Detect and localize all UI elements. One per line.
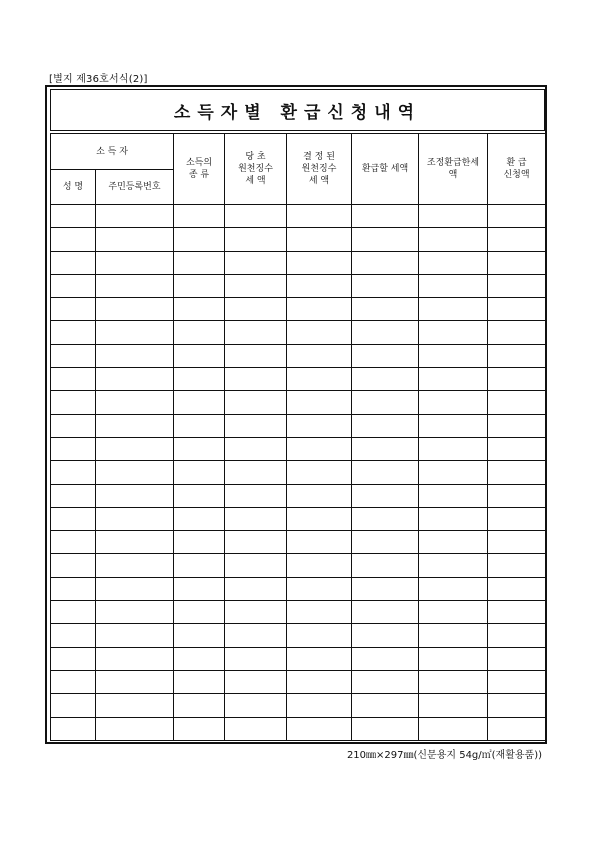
cell-refund-request[interactable] (488, 694, 546, 717)
cell-resident-number[interactable] (96, 274, 174, 297)
cell-resident-number[interactable] (96, 670, 174, 693)
cell-adjusted-refund[interactable] (419, 507, 488, 530)
cell-refund-request[interactable] (488, 461, 546, 484)
paper-spec-footer: 210㎜×297㎜(신문용지 54g/㎡(재활용품)) (346, 750, 542, 761)
form-number-label: [별지 제36호서식(2)] (49, 74, 148, 85)
cell-refund-tax[interactable] (352, 554, 419, 577)
cell-adjusted-refund[interactable] (419, 624, 488, 647)
cell-resident-number[interactable] (96, 601, 174, 624)
cell-determined-tax[interactable] (287, 344, 352, 367)
cell-income-type[interactable] (174, 717, 225, 740)
table-row (51, 437, 546, 460)
cell-refund-request[interactable] (488, 601, 546, 624)
cell-determined-tax[interactable] (287, 274, 352, 297)
cell-initial-tax[interactable] (225, 531, 287, 554)
cell-refund-tax[interactable] (352, 577, 419, 600)
cell-adjusted-refund[interactable] (419, 484, 488, 507)
cell-resident-number[interactable] (96, 251, 174, 274)
cell-name[interactable] (51, 414, 96, 437)
cell-determined-tax[interactable] (287, 368, 352, 391)
cell-refund-tax[interactable] (352, 647, 419, 670)
cell-determined-tax[interactable] (287, 437, 352, 460)
table-row (51, 321, 546, 344)
cell-determined-tax[interactable] (287, 647, 352, 670)
table-row (51, 694, 546, 717)
cell-initial-tax[interactable] (225, 391, 287, 414)
table-row (51, 461, 546, 484)
cell-name[interactable] (51, 694, 96, 717)
cell-determined-tax[interactable] (287, 414, 352, 437)
cell-name[interactable] (51, 577, 96, 600)
cell-refund-tax[interactable] (352, 461, 419, 484)
table-row (51, 391, 546, 414)
table-row (51, 414, 546, 437)
cell-income-type[interactable] (174, 670, 225, 693)
cell-adjusted-refund[interactable] (419, 461, 488, 484)
cell-adjusted-refund[interactable] (419, 298, 488, 321)
cell-refund-tax[interactable] (352, 344, 419, 367)
cell-name[interactable] (51, 368, 96, 391)
cell-name[interactable] (51, 601, 96, 624)
cell-refund-request[interactable] (488, 414, 546, 437)
cell-name[interactable] (51, 274, 96, 297)
cell-refund-tax[interactable] (352, 624, 419, 647)
cell-initial-tax[interactable] (225, 694, 287, 717)
cell-resident-number[interactable] (96, 437, 174, 460)
cell-resident-number[interactable] (96, 531, 174, 554)
cell-initial-tax[interactable] (225, 228, 287, 251)
cell-adjusted-refund[interactable] (419, 391, 488, 414)
cell-adjusted-refund[interactable] (419, 228, 488, 251)
cell-income-type[interactable] (174, 251, 225, 274)
cell-refund-request[interactable] (488, 531, 546, 554)
cell-initial-tax[interactable] (225, 554, 287, 577)
table-row (51, 251, 546, 274)
cell-adjusted-refund[interactable] (419, 251, 488, 274)
cell-refund-tax[interactable] (352, 368, 419, 391)
table-row (51, 507, 546, 530)
cell-initial-tax[interactable] (225, 670, 287, 693)
table-row (51, 368, 546, 391)
cell-refund-tax[interactable] (352, 507, 419, 530)
cell-refund-tax[interactable] (352, 437, 419, 460)
cell-name[interactable] (51, 554, 96, 577)
header-refund-request-amount: 환 급 신청액 (488, 134, 546, 205)
cell-refund-tax[interactable] (352, 228, 419, 251)
cell-adjusted-refund[interactable] (419, 321, 488, 344)
cell-resident-number[interactable] (96, 554, 174, 577)
cell-initial-tax[interactable] (225, 624, 287, 647)
cell-refund-tax[interactable] (352, 298, 419, 321)
cell-resident-number[interactable] (96, 484, 174, 507)
cell-adjusted-refund[interactable] (419, 274, 488, 297)
cell-income-type[interactable] (174, 484, 225, 507)
table-row (51, 205, 546, 228)
cell-income-type[interactable] (174, 228, 225, 251)
cell-resident-number[interactable] (96, 624, 174, 647)
cell-determined-tax[interactable] (287, 507, 352, 530)
cell-name[interactable] (51, 484, 96, 507)
cell-resident-number[interactable] (96, 414, 174, 437)
cell-initial-tax[interactable] (225, 577, 287, 600)
header-earner-group: 소 득 자 (51, 134, 174, 170)
table-row (51, 670, 546, 693)
cell-refund-tax[interactable] (352, 717, 419, 740)
table-row (51, 531, 546, 554)
cell-adjusted-refund[interactable] (419, 717, 488, 740)
cell-name[interactable] (51, 205, 96, 228)
cell-refund-tax[interactable] (352, 205, 419, 228)
cell-determined-tax[interactable] (287, 205, 352, 228)
cell-determined-tax[interactable] (287, 554, 352, 577)
table-row (51, 274, 546, 297)
cell-refund-tax[interactable] (352, 321, 419, 344)
cell-refund-tax[interactable] (352, 484, 419, 507)
cell-income-type[interactable] (174, 647, 225, 670)
cell-initial-tax[interactable] (225, 251, 287, 274)
cell-determined-tax[interactable] (287, 601, 352, 624)
cell-refund-request[interactable] (488, 251, 546, 274)
cell-income-type[interactable] (174, 344, 225, 367)
cell-determined-tax[interactable] (287, 624, 352, 647)
cell-income-type[interactable] (174, 274, 225, 297)
cell-resident-number[interactable] (96, 368, 174, 391)
cell-initial-tax[interactable] (225, 717, 287, 740)
cell-name[interactable] (51, 344, 96, 367)
cell-refund-tax[interactable] (352, 274, 419, 297)
cell-determined-tax[interactable] (287, 531, 352, 554)
cell-determined-tax[interactable] (287, 391, 352, 414)
cell-adjusted-refund[interactable] (419, 554, 488, 577)
cell-refund-request[interactable] (488, 507, 546, 530)
cell-refund-tax[interactable] (352, 391, 419, 414)
cell-adjusted-refund[interactable] (419, 577, 488, 600)
cell-resident-number[interactable] (96, 577, 174, 600)
table-row (51, 624, 546, 647)
cell-initial-tax[interactable] (225, 647, 287, 670)
cell-resident-number[interactable] (96, 507, 174, 530)
cell-resident-number[interactable] (96, 694, 174, 717)
cell-refund-request[interactable] (488, 344, 546, 367)
cell-initial-tax[interactable] (225, 484, 287, 507)
cell-adjusted-refund[interactable] (419, 601, 488, 624)
cell-income-type[interactable] (174, 554, 225, 577)
cell-income-type[interactable] (174, 298, 225, 321)
cell-determined-tax[interactable] (287, 484, 352, 507)
cell-initial-tax[interactable] (225, 437, 287, 460)
cell-income-type[interactable] (174, 368, 225, 391)
table-row (51, 601, 546, 624)
cell-refund-request[interactable] (488, 554, 546, 577)
cell-refund-request[interactable] (488, 717, 546, 740)
cell-determined-tax[interactable] (287, 577, 352, 600)
header-initial-withholding-tax: 당 초 원천징수 세 액 (225, 134, 287, 205)
cell-initial-tax[interactable] (225, 414, 287, 437)
cell-name[interactable] (51, 298, 96, 321)
cell-determined-tax[interactable] (287, 461, 352, 484)
cell-name[interactable] (51, 461, 96, 484)
cell-refund-tax[interactable] (352, 531, 419, 554)
cell-name[interactable] (51, 251, 96, 274)
cell-determined-tax[interactable] (287, 717, 352, 740)
cell-determined-tax[interactable] (287, 670, 352, 693)
cell-name[interactable] (51, 321, 96, 344)
cell-refund-tax[interactable] (352, 601, 419, 624)
cell-resident-number[interactable] (96, 647, 174, 670)
cell-refund-request[interactable] (488, 391, 546, 414)
cell-adjusted-refund[interactable] (419, 670, 488, 693)
cell-determined-tax[interactable] (287, 251, 352, 274)
cell-resident-number[interactable] (96, 321, 174, 344)
table-row (51, 647, 546, 670)
cell-name[interactable] (51, 507, 96, 530)
header-resident-number: 주민등록번호 (96, 170, 174, 205)
cell-resident-number[interactable] (96, 298, 174, 321)
cell-refund-request[interactable] (488, 647, 546, 670)
cell-refund-tax[interactable] (352, 670, 419, 693)
header-determined-withholding-tax: 결 정 된 원천징수 세 액 (287, 134, 352, 205)
cell-income-type[interactable] (174, 507, 225, 530)
cell-refund-request[interactable] (488, 321, 546, 344)
cell-refund-request[interactable] (488, 624, 546, 647)
cell-determined-tax[interactable] (287, 298, 352, 321)
cell-income-type[interactable] (174, 601, 225, 624)
cell-name[interactable] (51, 391, 96, 414)
cell-name[interactable] (51, 437, 96, 460)
cell-refund-request[interactable] (488, 205, 546, 228)
cell-adjusted-refund[interactable] (419, 205, 488, 228)
cell-resident-number[interactable] (96, 228, 174, 251)
cell-name[interactable] (51, 624, 96, 647)
cell-income-type[interactable] (174, 414, 225, 437)
cell-income-type[interactable] (174, 437, 225, 460)
cell-income-type[interactable] (174, 694, 225, 717)
cell-income-type[interactable] (174, 577, 225, 600)
cell-name[interactable] (51, 717, 96, 740)
cell-refund-tax[interactable] (352, 414, 419, 437)
cell-refund-tax[interactable] (352, 694, 419, 717)
cell-adjusted-refund[interactable] (419, 531, 488, 554)
cell-initial-tax[interactable] (225, 368, 287, 391)
cell-income-type[interactable] (174, 205, 225, 228)
cell-refund-request[interactable] (488, 437, 546, 460)
table-row (51, 484, 546, 507)
cell-resident-number[interactable] (96, 461, 174, 484)
cell-resident-number[interactable] (96, 344, 174, 367)
cell-adjusted-refund[interactable] (419, 344, 488, 367)
cell-initial-tax[interactable] (225, 321, 287, 344)
cell-adjusted-refund[interactable] (419, 414, 488, 437)
table-row (51, 577, 546, 600)
header-adjusted-refund: 조정환급한세 액 (419, 134, 488, 205)
cell-refund-request[interactable] (488, 228, 546, 251)
cell-initial-tax[interactable] (225, 344, 287, 367)
cell-refund-request[interactable] (488, 274, 546, 297)
cell-initial-tax[interactable] (225, 507, 287, 530)
header-income-type: 소득의 종 류 (174, 134, 225, 205)
cell-adjusted-refund[interactable] (419, 437, 488, 460)
cell-resident-number[interactable] (96, 205, 174, 228)
cell-initial-tax[interactable] (225, 601, 287, 624)
cell-initial-tax[interactable] (225, 205, 287, 228)
cell-adjusted-refund[interactable] (419, 368, 488, 391)
cell-name[interactable] (51, 647, 96, 670)
cell-refund-request[interactable] (488, 484, 546, 507)
cell-income-type[interactable] (174, 624, 225, 647)
cell-resident-number[interactable] (96, 717, 174, 740)
cell-refund-request[interactable] (488, 577, 546, 600)
cell-resident-number[interactable] (96, 391, 174, 414)
cell-income-type[interactable] (174, 321, 225, 344)
cell-name[interactable] (51, 670, 96, 693)
table-row (51, 298, 546, 321)
header-name: 성 명 (51, 170, 96, 205)
cell-initial-tax[interactable] (225, 298, 287, 321)
table-row (51, 228, 546, 251)
cell-income-type[interactable] (174, 391, 225, 414)
cell-adjusted-refund[interactable] (419, 694, 488, 717)
form-title: 소득자별 환급신청내역 (50, 89, 545, 131)
header-refund-tax: 환급할 세액 (352, 134, 419, 205)
cell-initial-tax[interactable] (225, 274, 287, 297)
table-row (51, 554, 546, 577)
cell-determined-tax[interactable] (287, 321, 352, 344)
cell-determined-tax[interactable] (287, 694, 352, 717)
cell-adjusted-refund[interactable] (419, 647, 488, 670)
cell-income-type[interactable] (174, 461, 225, 484)
cell-income-type[interactable] (174, 531, 225, 554)
cell-refund-tax[interactable] (352, 251, 419, 274)
cell-refund-request[interactable] (488, 670, 546, 693)
cell-name[interactable] (51, 228, 96, 251)
table-row (51, 344, 546, 367)
cell-initial-tax[interactable] (225, 461, 287, 484)
table-row (51, 717, 546, 740)
cell-name[interactable] (51, 531, 96, 554)
refund-detail-table (50, 133, 546, 741)
cell-refund-request[interactable] (488, 368, 546, 391)
cell-refund-request[interactable] (488, 298, 546, 321)
cell-determined-tax[interactable] (287, 228, 352, 251)
